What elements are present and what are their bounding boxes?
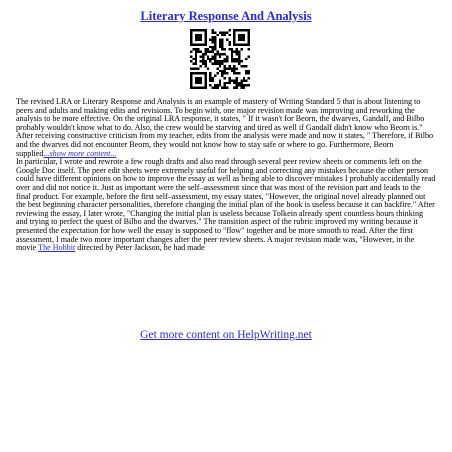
show-more-link[interactable]: ...show more content...: [43, 148, 117, 158]
paragraph-2: [16, 158, 436, 253]
document-body: [16, 98, 436, 253]
document-title[interactable]: Literary Response And Analysis: [140, 9, 312, 23]
paragraph-2-tail: directed by Peter Jackson, he had made: [77, 243, 205, 253]
paragraph-1: [16, 98, 436, 158]
qr-code-icon: [190, 29, 250, 89]
helpwriting-link[interactable]: Get more content on HelpWriting.net: [140, 329, 312, 341]
the-hobbit-link[interactable]: The Hobbit: [38, 243, 76, 253]
paragraph-2-text: In particular, I wrote and rewrote a few rough drafts and also read through several peer review sheets or comments left on the Google Doc itself. The peer edit sheets were extremely useful for helping and correcting any mistakes because the other person could have different opinions on how to improve the essay as well as being able to discover mistakes I probably accidentally read over and did not notice it. Just as important were the self–assessment since that was most of the revision part and leads to the final product. For example, before the first self–assessment, my essay states, "However, the original novel already planned out the best beginning character personalities, therefore changing the initial plan of the book is useless because it can backfire." After reviewing the essay, I later wrote, "Changing the initial plan is useless because Tolkein already spent countless hours thinking and trying to perfect the quest of Bilbo and the dwarves." The transition aspect of the rubric improved my writing because it presented the expectation for how well the essay is supposed to "flow" together and be more smooth to read. After the first assessment, I made two more important changes after the peer review sheets. A major revision made was, "However, in the movie: [16, 157, 436, 253]
paragraph-1-text: The revised LRA or Literary Response and Analysis is an example of mastery of Writing Standard 5 that is about listening to peers and adults and making edits and revisions. To begin with, one major revision made was improving and reworking the analysis to be more effective. On the original LRA response, it states, " If it wasn't for Beorn, the dwarves, Gandalf, and Bilbo probably wouldn't know what to do. Also, the crew would be starving and tired as well if Gandalf didn't know who Beorn is." After receiving constructive criticism from my teacher, edits from the analysis were made and now it states, " Therefore, if Bilbo and the dwarves did not encounter Beorn, they would not know how to stay safe or where to go. Furthermore, Beorn supplied: [16, 97, 434, 158]
